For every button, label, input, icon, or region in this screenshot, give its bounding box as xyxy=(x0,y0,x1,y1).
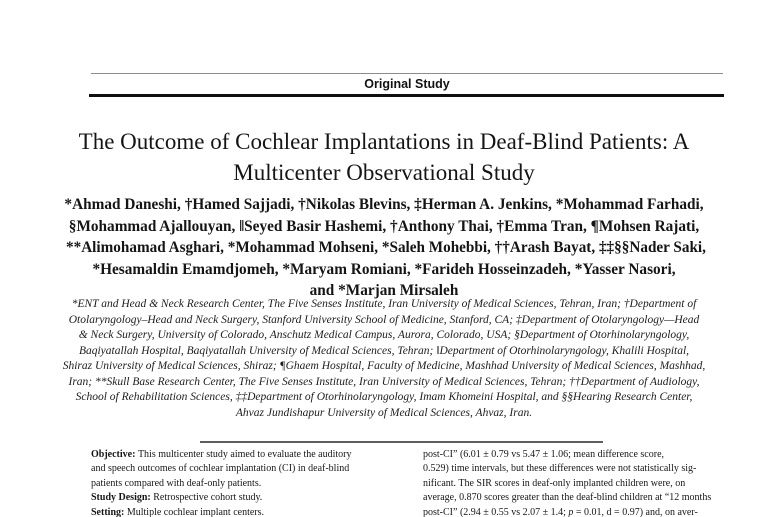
text-segment: = 0.01, d = 0.97) and, on aver- xyxy=(573,506,698,517)
text-line xyxy=(91,448,398,462)
text-line: Multicenter Observational Study xyxy=(233,160,535,185)
text-line xyxy=(91,491,398,505)
text-line: Ahvaz Jundishapur University of Medical Sciences, Ahvaz, Iran. xyxy=(235,406,533,419)
text-line xyxy=(91,462,398,476)
text-line xyxy=(91,506,398,517)
text-line: Otolaryngology–Head and Neck Surgery, Stanford University School of Medicine, Stanford, CA; ‡Department of Otolaryngology—Head xyxy=(68,313,700,326)
text-segment: 0.529) time intervals, but these differences were not statistically sig- xyxy=(423,463,697,475)
text-segment: Objective: xyxy=(91,449,138,460)
text-segment: patients compared with deaf-only patients. xyxy=(91,477,262,489)
abstract-left-column xyxy=(91,448,398,517)
text-segment: and speech outcomes of cochlear implantation (CI) in deaf-blind xyxy=(91,463,350,475)
text-segment: nificant. The SIR scores in deaf-only implanted children were, on xyxy=(423,477,686,489)
text-segment: Multiple cochlear implant centers. xyxy=(126,506,265,517)
text-line: Shiraz University of Medical Sciences, Shiraz; ¶Ghaem Hospital, Faculty of Medicine, Mashhad University of Medical Sciences, Mashhad, xyxy=(62,360,706,372)
text-line: *Hesamaldin Emamdjomeh, *Maryam Romiani, *Farideh Hosseinzadeh, *Yasser Nasori, xyxy=(92,260,676,278)
text-line: & Neck Surgery, University of Colorado, Anschutz Medical Campus, Aurora, Colorado, USA; §Department of Otorhinolaryngology, xyxy=(78,329,690,341)
text-segment: Study Design: xyxy=(91,492,154,504)
text-line: and *Marjan Mirsaleh xyxy=(309,282,459,300)
text-line: *ENT and Head & Neck Research Center, The Five Senses Institute, Iran University of Medical Sciences, Tehran, Iran; †Department of xyxy=(71,298,697,310)
text-line xyxy=(423,506,723,517)
text-line: The Outcome of Cochlear Implantations in Deaf-Blind Patients: A xyxy=(78,129,690,154)
text-line xyxy=(423,491,723,505)
text-line: School of Rehabilitation Sciences, ‡‡Department of Otorhinolaryngology, Imam Khomeini Hospital, and §§Hearing Research Center, xyxy=(75,391,693,403)
text-line xyxy=(423,462,723,476)
text-segment: This multicenter study aimed to evaluate the auditory xyxy=(137,449,352,460)
text-segment: Retrospective cohort study. xyxy=(153,492,263,504)
section-label: Original Study xyxy=(364,77,450,91)
header-bottom-rule xyxy=(89,94,724,97)
text-line: Baqiyatallah Hospital, Baqiyatallah University of Medical Sciences, Tehran; ‖Department of Otorhinolaryngology, Khalili Hospital, xyxy=(78,344,690,357)
text-line xyxy=(423,477,723,491)
text-line xyxy=(91,477,398,491)
text-segment: post-CI” (2.94 ± 0.55 vs 2.07 ± 1.4; xyxy=(423,506,569,517)
text-line: *Ahmad Daneshi, †Hamed Sajjadi, †Nikolas Blevins, ‡Herman A. Jenkins, *Mohammad Farhadi, xyxy=(64,196,704,213)
article-title xyxy=(64,126,704,188)
text-line: **Alimohamad Asghari, *Mohammad Mohseni, *Saleh Mohebbi, ††Arash Bayat, ‡‡§§Nader Saki, xyxy=(65,239,706,257)
text-segment: average, 0.870 scores greater than the deaf-blind children at “12 months xyxy=(423,492,712,504)
abstract-divider-rule xyxy=(200,441,603,443)
text-segment: post-CI” (6.01 ± 0.79 vs 5.47 ± 1.06; mean difference score, xyxy=(423,449,665,460)
text-line xyxy=(423,448,723,462)
text-line: §Mohammad Ajallouyan, ‖Seyed Basir Hashemi, †Anthony Thai, †Emma Tran, ¶Mohsen Rajati, xyxy=(68,217,700,235)
text-segment: p xyxy=(568,506,574,517)
text-segment: Setting: xyxy=(91,506,127,517)
header-top-rule xyxy=(91,73,723,74)
text-line: Iran; **Skull Base Research Center, The Five Senses Institute, Iran University of Medical Sciences, Tehran; ††Department of Audiology, xyxy=(68,375,700,388)
author-list xyxy=(64,194,704,302)
affiliations xyxy=(59,297,709,421)
abstract-right-column xyxy=(423,448,723,517)
